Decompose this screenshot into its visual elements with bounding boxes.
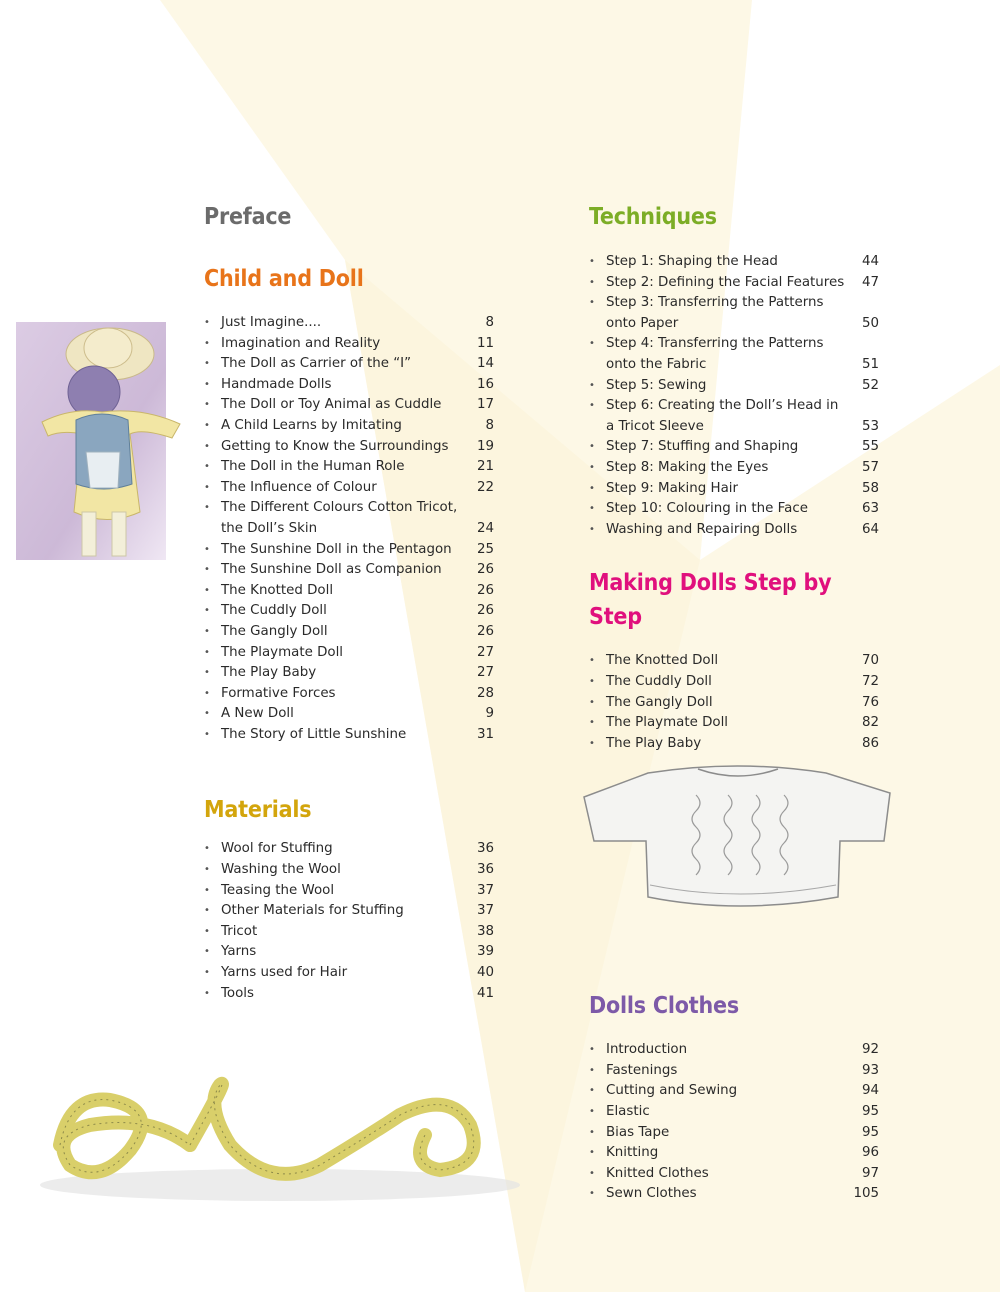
toc-entry[interactable] xyxy=(204,881,494,902)
toc-entry-title: • Tools xyxy=(221,985,254,1001)
toc-entry[interactable] xyxy=(589,1123,879,1144)
toc-entry-page-number: 52 xyxy=(861,377,879,393)
toc-entry[interactable] xyxy=(589,1143,879,1164)
section-title-techniques[interactable]: Techniques xyxy=(589,204,717,230)
toc-entry[interactable] xyxy=(589,713,879,734)
toc-entry-title: • Introduction xyxy=(606,1042,688,1058)
toc-entry[interactable] xyxy=(589,376,879,397)
toc-entry-title: • Handmade Dolls xyxy=(221,376,332,392)
toc-entry[interactable] xyxy=(204,663,494,684)
toc-entry[interactable] xyxy=(589,499,879,520)
toc-list-child-and-doll xyxy=(204,313,494,745)
section-title-preface[interactable]: Preface xyxy=(204,204,292,230)
toc-entry-page-number: 39 xyxy=(476,944,494,960)
toc-entry-title: • The Doll as Carrier of the “I” xyxy=(221,356,412,372)
section-title-child-and-doll[interactable]: Child and Doll xyxy=(204,266,364,292)
section-title-materials[interactable]: Materials xyxy=(204,797,312,824)
toc-entry[interactable] xyxy=(204,313,494,334)
toc-entry-page-number: 95 xyxy=(861,1124,879,1140)
toc-entry-title: • The Play Baby xyxy=(221,665,317,681)
toc-entry-title: • Elastic xyxy=(606,1104,650,1120)
toc-entry-page-number: 26 xyxy=(476,603,494,619)
toc-entry-page-number: 27 xyxy=(476,665,494,681)
toc-entry-page-number: 55 xyxy=(861,439,879,455)
toc-entry-page-number: 26 xyxy=(476,623,494,639)
toc-entry-page-number: 96 xyxy=(861,1145,879,1161)
toc-entry[interactable] xyxy=(589,396,879,437)
toc-entry-title: • The Doll or Toy Animal as Cuddle xyxy=(221,397,442,413)
toc-entry-title: • Step 9: Making Hair xyxy=(606,480,739,496)
toc-entry[interactable] xyxy=(204,375,494,396)
toc-entry-title: • The Playmate Doll xyxy=(606,715,729,731)
toc-entry[interactable] xyxy=(589,458,879,479)
section-title-making-dolls[interactable]: Making Dolls Step by Step xyxy=(589,570,832,631)
toc-entry-page-number: 37 xyxy=(476,882,494,898)
toc-entry-page-number: 8 xyxy=(485,417,494,433)
toc-entry-title: • The Cuddly Doll xyxy=(221,603,327,619)
toc-list-dolls-clothes xyxy=(589,1040,879,1205)
toc-entry-title: • Step 1: Shaping the Head xyxy=(606,254,778,269)
toc-entry-title: • Getting to Know the Surroundings xyxy=(221,438,449,454)
toc-entry-title: • Cutting and Sewing xyxy=(606,1083,738,1099)
toc-entry[interactable] xyxy=(204,622,494,643)
toc-entry-page-number: 93 xyxy=(861,1062,879,1078)
toc-entry[interactable] xyxy=(589,252,879,273)
toc-entry-page-number: 17 xyxy=(476,397,494,413)
toc-entry-title: • The Sunshine Doll in the Pentagon xyxy=(221,541,452,557)
toc-entry[interactable] xyxy=(589,479,879,500)
toc-entry[interactable] xyxy=(204,643,494,664)
toc-entry-title: • The Different Colours Cotton Tricot, the Doll’s Skin xyxy=(221,500,458,536)
toc-entry-title: • A Child Learns by Imitating xyxy=(221,417,402,433)
toc-entry-page-number: 36 xyxy=(476,862,494,878)
toc-entry-title: • The Play Baby xyxy=(606,735,702,751)
toc-entry[interactable] xyxy=(589,520,879,541)
toc-entry-page-number: 36 xyxy=(476,841,494,857)
toc-entry[interactable] xyxy=(204,395,494,416)
toc-entry-page-number: 63 xyxy=(861,501,879,517)
toc-entry-page-number: 14 xyxy=(476,356,494,372)
toc-entry-page-number: 11 xyxy=(476,335,494,351)
toc-entry-title: • The Story of Little Sunshine xyxy=(221,726,407,742)
toc-entry-page-number: 16 xyxy=(476,376,494,392)
toc-entry[interactable] xyxy=(204,725,494,746)
toc-entry-page-number: 94 xyxy=(861,1083,879,1099)
toc-entry[interactable] xyxy=(204,942,494,963)
toc-entry-page-number: 97 xyxy=(861,1165,879,1181)
toc-entry-page-number: 37 xyxy=(476,903,494,919)
toc-entry-title: • Other Materials for Stuffing xyxy=(221,903,404,919)
toc-entry-page-number: 28 xyxy=(476,685,494,701)
toc-entry-page-number: 47 xyxy=(861,274,879,290)
toc-entry[interactable] xyxy=(204,437,494,458)
toc-right-column xyxy=(589,200,879,1205)
toc-entry-page-number: 70 xyxy=(861,653,879,669)
toc-entry-page-number: 9 xyxy=(485,706,494,722)
toc-entry-page-number: 82 xyxy=(861,715,879,731)
toc-entry-title: • Washing the Wool xyxy=(221,862,341,878)
toc-entry-page-number: 26 xyxy=(476,582,494,598)
toc-entry-title: • Just Imagine.... xyxy=(221,315,322,330)
toc-left-column xyxy=(204,200,494,1004)
toc-entry-title: • The Gangly Doll xyxy=(221,623,328,639)
toc-entry-title: • Fastenings xyxy=(606,1062,678,1078)
toc-entry-title: • Washing and Repairing Dolls xyxy=(606,521,798,537)
toc-entry-title: • The Cuddly Doll xyxy=(606,673,712,689)
toc-entry-page-number: 8 xyxy=(485,315,494,330)
toc-entry-page-number: 105 xyxy=(853,1186,879,1202)
toc-entry[interactable] xyxy=(589,1040,879,1061)
toc-entry[interactable] xyxy=(589,293,879,334)
toc-entry-title: • Knitted Clothes xyxy=(606,1165,709,1181)
toc-entry-title: • Wool for Stuffing xyxy=(221,841,333,857)
toc-entry-page-number: 27 xyxy=(476,644,494,660)
toc-entry-title: • Step 6: Creating the Doll’s Head in a Tricot Sleeve xyxy=(606,398,839,434)
toc-entry[interactable] xyxy=(204,839,494,860)
toc-entry[interactable] xyxy=(204,478,494,499)
toc-list-materials xyxy=(204,839,494,1004)
toc-entry-page-number: 58 xyxy=(861,480,879,496)
toc-entry-title: • Step 3: Transferring the Patterns onto Paper xyxy=(606,295,824,331)
toc-entry-title: • Formative Forces xyxy=(221,685,336,701)
doll-illustration xyxy=(12,312,192,568)
toc-entry-title: • Step 8: Making the Eyes xyxy=(606,459,769,475)
toc-entry[interactable] xyxy=(589,1081,879,1102)
toc-entry[interactable] xyxy=(589,437,879,458)
toc-entry-title: • The Doll in the Human Role xyxy=(221,459,405,475)
toc-entry[interactable] xyxy=(589,334,879,375)
toc-entry[interactable] xyxy=(204,601,494,622)
toc-entry-page-number: 31 xyxy=(476,726,494,742)
toc-entry[interactable] xyxy=(204,560,494,581)
toc-entry[interactable] xyxy=(589,1184,879,1205)
toc-entry-page-number: 95 xyxy=(861,1104,879,1120)
toc-entry-title: • Step 4: Transferring the Patterns onto the Fabric xyxy=(606,336,824,372)
toc-entry[interactable] xyxy=(589,651,879,672)
toc-entry-page-number: 86 xyxy=(861,735,879,751)
toc-entry[interactable] xyxy=(204,963,494,984)
toc-entry-title: • Sewn Clothes xyxy=(606,1186,697,1202)
toc-entry-page-number: 19 xyxy=(476,438,494,454)
toc-entry-page-number: 25 xyxy=(476,541,494,557)
toc-entry[interactable] xyxy=(589,672,879,693)
toc-entry-title: • Bias Tape xyxy=(606,1124,670,1140)
toc-entry-page-number: 44 xyxy=(861,254,879,269)
toc-entry-page-number: 92 xyxy=(861,1042,879,1058)
toc-entry-page-number: 21 xyxy=(476,459,494,475)
toc-entry[interactable] xyxy=(589,1164,879,1185)
toc-entry-title: • The Gangly Doll xyxy=(606,694,713,710)
toc-entry-page-number: 22 xyxy=(476,479,494,495)
toc-entry-title: • The Playmate Doll xyxy=(221,644,344,660)
toc-entry[interactable] xyxy=(204,901,494,922)
toc-entry-title: • Tricot xyxy=(221,923,258,939)
toc-entry-page-number: 26 xyxy=(476,562,494,578)
toc-entry-title: • Imagination and Reality xyxy=(221,335,381,351)
toc-list-techniques xyxy=(589,252,879,540)
section-title-dolls-clothes[interactable]: Dolls Clothes xyxy=(589,993,739,1020)
toc-entry[interactable] xyxy=(204,540,494,561)
toc-entry-title: • The Sunshine Doll as Companion xyxy=(221,562,442,578)
toc-entry[interactable] xyxy=(589,1061,879,1082)
toc-entry[interactable] xyxy=(589,1102,879,1123)
toc-entry-page-number: 24 xyxy=(476,520,494,536)
toc-entry-page-number: 40 xyxy=(476,965,494,981)
toc-entry-page-number: 76 xyxy=(861,694,879,710)
toc-entry[interactable] xyxy=(204,860,494,881)
toc-entry-title: • The Influence of Colour xyxy=(221,479,377,495)
toc-entry[interactable] xyxy=(204,984,494,1005)
toc-entry[interactable] xyxy=(204,922,494,943)
toc-entry-title: • Step 5: Sewing xyxy=(606,377,707,393)
toc-entry[interactable] xyxy=(589,734,879,755)
toc-entry-page-number: 53 xyxy=(861,418,879,434)
toc-entry-title: • A New Doll xyxy=(221,706,294,722)
toc-entry[interactable] xyxy=(204,334,494,355)
toc-entry-title: • Step 2: Defining the Facial Features xyxy=(606,274,845,290)
toc-entry[interactable] xyxy=(204,684,494,705)
toc-entry-page-number: 41 xyxy=(476,985,494,1001)
toc-entry-page-number: 72 xyxy=(861,673,879,689)
toc-list-making-dolls xyxy=(589,651,879,754)
toc-entry-title: • The Knotted Doll xyxy=(606,653,719,669)
toc-entry-title: • Yarns xyxy=(221,944,257,960)
toc-entry-page-number: 57 xyxy=(861,459,879,475)
toc-entry[interactable] xyxy=(204,581,494,602)
toc-entry[interactable] xyxy=(204,416,494,437)
toc-entry[interactable] xyxy=(589,693,879,714)
toc-entry-title: • Yarns used for Hair xyxy=(221,965,348,981)
toc-entry-page-number: 50 xyxy=(861,315,879,331)
measuring-tape-illustration xyxy=(30,1055,550,1205)
toc-entry[interactable] xyxy=(204,354,494,375)
toc-entry-title: • Step 7: Stuffing and Shaping xyxy=(606,439,799,455)
toc-entry[interactable] xyxy=(204,704,494,725)
toc-entry[interactable] xyxy=(204,498,494,539)
toc-entry-title: • Step 10: Colouring in the Face xyxy=(606,501,808,517)
toc-entry-page-number: 38 xyxy=(476,923,494,939)
toc-entry[interactable] xyxy=(589,273,879,294)
toc-entry-title: • Teasing the Wool xyxy=(221,882,335,898)
toc-entry[interactable] xyxy=(204,457,494,478)
toc-entry-page-number: 64 xyxy=(861,521,879,537)
toc-entry-title: • Knitting xyxy=(606,1145,659,1161)
toc-entry-title: • The Knotted Doll xyxy=(221,582,334,598)
toc-entry-page-number: 51 xyxy=(861,356,879,372)
